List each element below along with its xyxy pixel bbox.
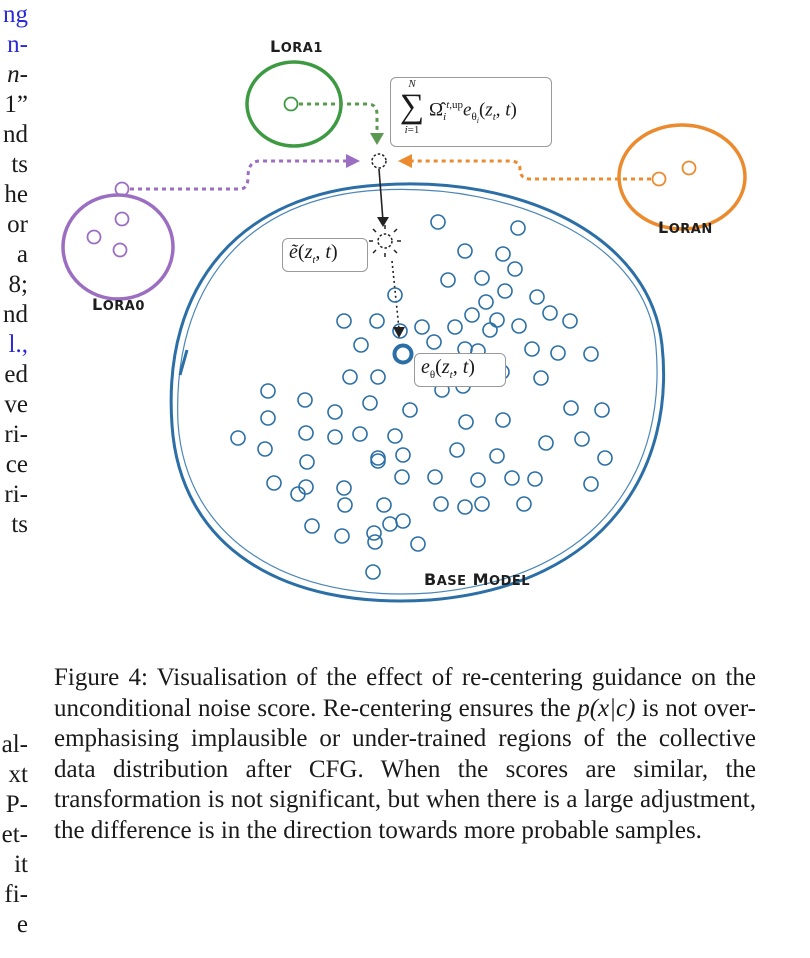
base-sample bbox=[441, 273, 455, 287]
base-sample bbox=[396, 514, 410, 528]
left-column-fragment: xt bbox=[8, 761, 28, 788]
lora1-sample bbox=[285, 98, 298, 111]
base-sample bbox=[479, 295, 493, 309]
base-sample bbox=[267, 476, 281, 490]
base-sample bbox=[300, 455, 314, 469]
base-sample bbox=[598, 451, 612, 465]
base-sample bbox=[428, 470, 442, 484]
base-sample bbox=[261, 411, 275, 425]
base-sample bbox=[490, 313, 504, 327]
base-sample bbox=[551, 346, 565, 360]
base-sample bbox=[517, 497, 531, 511]
base-sample bbox=[415, 320, 429, 334]
left-column-fragment: a bbox=[16, 241, 28, 268]
base-sample bbox=[530, 290, 544, 304]
base-sample bbox=[505, 471, 519, 485]
lora1-arrowhead bbox=[370, 133, 384, 145]
base-sample bbox=[353, 427, 367, 441]
base-sample bbox=[335, 529, 349, 543]
base-sample bbox=[459, 415, 473, 429]
base-model-label: BASE MODEL bbox=[424, 570, 531, 589]
left-column-fragment: ve bbox=[4, 391, 28, 418]
base-sample bbox=[498, 284, 512, 298]
base-sample bbox=[595, 403, 609, 417]
left-column-fragment: et- bbox=[1, 821, 28, 848]
base-sample bbox=[343, 370, 357, 384]
lora0-arrowhead bbox=[346, 154, 360, 168]
left-column-fragment: nd bbox=[3, 301, 28, 328]
lora0-circle bbox=[63, 195, 173, 299]
etilde-point bbox=[369, 225, 401, 257]
left-column-fragment[interactable]: l., bbox=[8, 331, 28, 358]
base-sample bbox=[328, 430, 342, 444]
base-sample bbox=[371, 454, 385, 468]
left-column-fragment: 8; bbox=[8, 271, 28, 298]
base-sample bbox=[396, 448, 410, 462]
base-sample bbox=[366, 565, 380, 579]
sum-lower: i=1 bbox=[404, 124, 420, 136]
base-sample bbox=[584, 477, 598, 491]
base-sample bbox=[496, 247, 510, 261]
base-sample bbox=[261, 384, 275, 398]
base-sample bbox=[298, 393, 312, 407]
lora1-label: LORA1 bbox=[270, 37, 323, 56]
left-column-fragment: n- bbox=[7, 61, 28, 88]
base-sample bbox=[564, 401, 578, 415]
base-sample bbox=[563, 314, 577, 328]
base-sample bbox=[543, 306, 557, 320]
base-sample bbox=[539, 436, 553, 450]
base-sample bbox=[475, 497, 489, 511]
base-sample bbox=[337, 314, 351, 328]
base-sample bbox=[371, 451, 385, 465]
base-sample bbox=[511, 221, 525, 235]
base-sample bbox=[411, 537, 425, 551]
base-sample bbox=[534, 371, 548, 385]
base-sample bbox=[528, 472, 542, 486]
left-column-fragment[interactable]: n- bbox=[7, 31, 28, 58]
left-column-fragment: e bbox=[16, 911, 28, 938]
base-sample bbox=[305, 519, 319, 533]
base-sample bbox=[450, 443, 464, 457]
base-sample bbox=[388, 288, 402, 302]
caption-math: p(x|c) bbox=[577, 694, 636, 722]
etilde-to-etheta-arrow bbox=[392, 261, 399, 329]
left-column-fragment: it bbox=[14, 851, 28, 878]
base-sample bbox=[231, 431, 245, 445]
caption-prefix: Figure 4: bbox=[54, 664, 148, 691]
left-column-fragment: ri- bbox=[4, 421, 28, 448]
sum-formula-box: N ∑ i=1 $\Omegâ_i^{t,up}e_{\theta_i}(z_t$, t) bbox=[390, 77, 552, 147]
base-sample bbox=[395, 470, 409, 484]
base-model-circle-inner bbox=[178, 189, 657, 594]
base-sample bbox=[475, 271, 489, 285]
base-sample bbox=[490, 449, 504, 463]
figure-4 bbox=[50, 25, 810, 625]
figure-caption bbox=[54, 663, 756, 846]
lora0-sample bbox=[114, 244, 127, 257]
base-sample bbox=[575, 432, 589, 446]
left-column-fragment: ts bbox=[11, 151, 28, 178]
base-sample bbox=[338, 498, 352, 512]
base-model-circle-outer bbox=[171, 184, 663, 601]
caption-body-1: Visualisation of the effect of re-centering guidance on the unconditional noise score. Re-centering ensures the bbox=[54, 664, 756, 722]
etheta-formula-box: $e_\theta(z_t$, t) bbox=[414, 353, 506, 387]
base-sample bbox=[328, 405, 342, 419]
left-column-fragment: ed bbox=[4, 361, 28, 388]
loran-sample bbox=[653, 173, 666, 186]
base-sample bbox=[584, 347, 598, 361]
base-sample bbox=[427, 335, 441, 349]
base-sample bbox=[448, 320, 462, 334]
base-sample bbox=[458, 244, 472, 258]
left-column-fragment: or bbox=[7, 211, 28, 238]
base-sample bbox=[370, 314, 384, 328]
base-sample bbox=[258, 442, 272, 456]
lora0-label: LORA0 bbox=[92, 295, 145, 314]
combined-to-etilde-arrow bbox=[379, 169, 383, 221]
etilde-formula-box: $ẽ(z_t$, t) bbox=[282, 238, 368, 272]
loran-sample bbox=[683, 162, 696, 175]
left-column-text bbox=[0, 0, 30, 958]
loran-arrowhead bbox=[398, 154, 412, 168]
etheta-point bbox=[395, 346, 412, 363]
left-column-fragment: nd bbox=[3, 121, 28, 148]
caption-body-2: is not over-emphasising implausible or under-trained regions of the collective data distribution after CFG. When the scores are similar, the transformation is not significant, but when there is a large adjustment, the difference is in the direction towards more probable samples. bbox=[54, 694, 756, 844]
lora0-sample bbox=[88, 231, 101, 244]
base-sample bbox=[431, 215, 445, 229]
left-column-fragment: ri- bbox=[4, 481, 28, 508]
base-sample bbox=[483, 323, 497, 337]
base-sample bbox=[377, 498, 391, 512]
lora0-arrow bbox=[130, 161, 348, 189]
loran-label: LORAN bbox=[658, 218, 713, 237]
base-sample bbox=[337, 481, 351, 495]
loran-arrow bbox=[410, 161, 651, 179]
base-sample bbox=[512, 319, 526, 333]
base-sample bbox=[496, 413, 510, 427]
left-column-fragment: al- bbox=[1, 731, 28, 758]
base-sample bbox=[368, 535, 382, 549]
base-sample bbox=[508, 262, 522, 276]
left-column-fragment: fi- bbox=[4, 881, 28, 908]
base-sample bbox=[363, 396, 377, 410]
base-sample bbox=[434, 497, 448, 511]
left-column-fragment[interactable]: ng bbox=[3, 1, 28, 28]
base-sample bbox=[354, 338, 368, 352]
base-sample bbox=[458, 500, 472, 514]
combined-point bbox=[372, 154, 386, 168]
combined-arrowhead bbox=[377, 217, 389, 227]
base-sample bbox=[465, 308, 479, 322]
lora0-sample bbox=[116, 213, 129, 226]
left-column-fragment: P- bbox=[5, 791, 28, 818]
base-sample bbox=[525, 342, 539, 356]
base-sample bbox=[471, 473, 485, 487]
base-sample bbox=[299, 426, 313, 440]
loran-circle bbox=[619, 125, 745, 229]
base-sample bbox=[383, 517, 397, 531]
left-column-fragment: ce bbox=[5, 451, 28, 478]
left-column-fragment: he bbox=[4, 181, 28, 208]
base-sample bbox=[403, 403, 417, 417]
left-column-fragment: ts bbox=[11, 511, 28, 538]
base-sample bbox=[388, 429, 402, 443]
base-sample bbox=[371, 370, 385, 384]
left-column-fragment: 1” bbox=[4, 91, 28, 118]
